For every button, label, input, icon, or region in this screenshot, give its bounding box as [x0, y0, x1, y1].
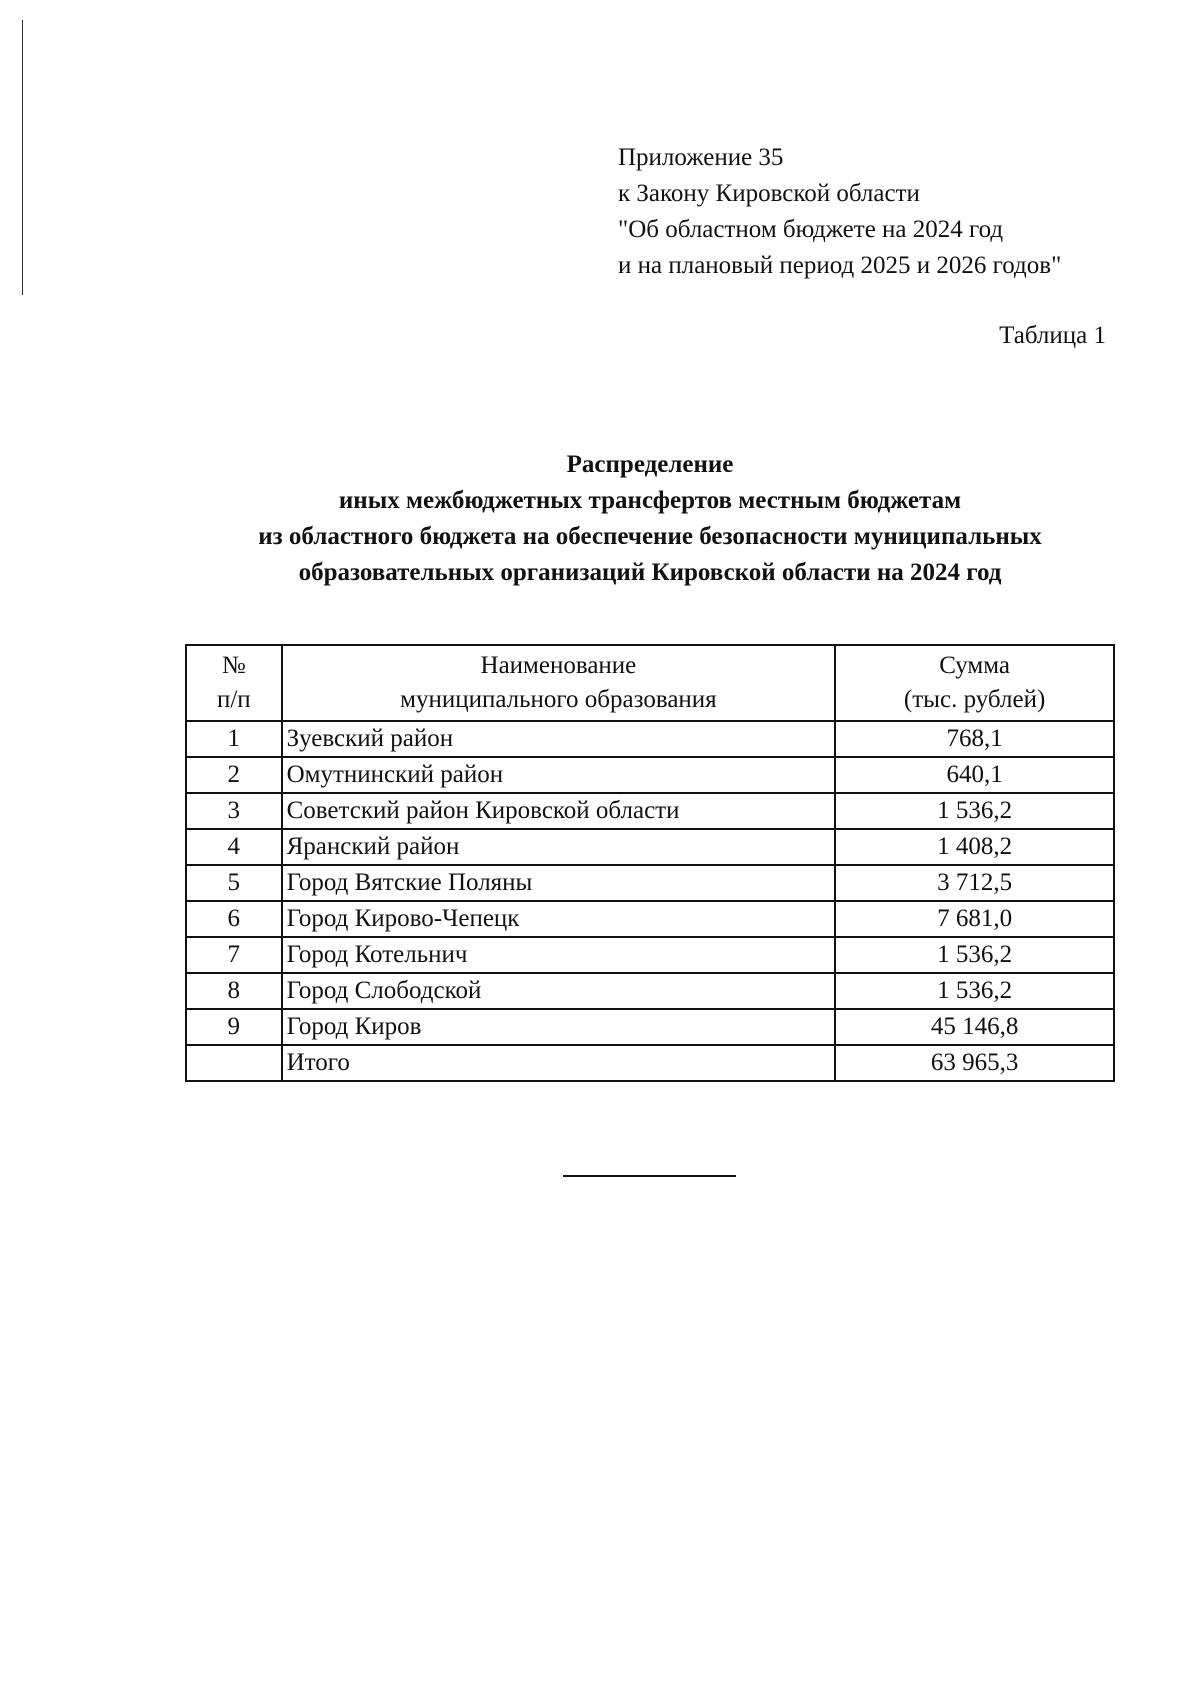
header-number-line: №: [221, 652, 246, 679]
table-row: [186, 1009, 1114, 1045]
title-line: образовательных организаций Кировской области на 2024 год: [298, 559, 1002, 586]
title-line: иных межбюджетных трансфертов местным бюджетам: [338, 487, 962, 514]
row-name: Город Киров: [282, 1009, 836, 1045]
row-sum: 1 536,2: [835, 973, 1114, 1009]
budget-table: [185, 644, 1115, 1082]
row-name: Советский район Кировской области: [282, 793, 836, 829]
document-title: [150, 447, 1150, 591]
header-name: [282, 645, 836, 721]
row-sum: 3 712,5: [835, 865, 1114, 901]
header-sum-line: (тыс. рублей): [903, 686, 1046, 713]
row-number: 1: [186, 721, 282, 757]
appendix-line: Приложение 35: [618, 144, 784, 171]
row-number: 4: [186, 829, 282, 865]
table-row: [186, 937, 1114, 973]
appendix-header: [618, 140, 1061, 284]
row-number: 5: [186, 865, 282, 901]
margin-line: [22, 20, 23, 295]
row-sum: 1 408,2: [835, 829, 1114, 865]
row-number: 8: [186, 973, 282, 1009]
end-rule-divider: [563, 1175, 736, 1177]
row-sum: 7 681,0: [835, 901, 1114, 937]
header-name-line: муниципального образования: [400, 686, 717, 713]
total-sum: 63 965,3: [835, 1045, 1114, 1081]
table-row: [186, 973, 1114, 1009]
row-number: 6: [186, 901, 282, 937]
table-row: [186, 721, 1114, 757]
table-row: [186, 865, 1114, 901]
row-sum: 1 536,2: [835, 937, 1114, 973]
total-label: Итого: [282, 1045, 836, 1081]
table-row: [186, 793, 1114, 829]
table-row: [186, 901, 1114, 937]
title-line: Распределение: [566, 451, 734, 478]
row-sum: 45 146,8: [835, 1009, 1114, 1045]
row-name: Яранский район: [282, 829, 836, 865]
table-row: [186, 757, 1114, 793]
row-number: 9: [186, 1009, 282, 1045]
header-number: [186, 645, 282, 721]
row-number: 7: [186, 937, 282, 973]
header-sum: [835, 645, 1114, 721]
table-row: [186, 829, 1114, 865]
header-name-line: Наименование: [480, 652, 637, 679]
table-number: Таблица 1: [999, 322, 1106, 349]
header-number-line: п/п: [216, 686, 251, 713]
row-name: Омутнинский район: [282, 757, 836, 793]
total-number-empty: [186, 1045, 282, 1081]
appendix-line: и на плановый период 2025 и 2026 годов": [618, 252, 1062, 279]
appendix-line: "Об областном бюджете на 2024 год: [618, 216, 1004, 243]
row-number: 2: [186, 757, 282, 793]
row-sum: 1 536,2: [835, 793, 1114, 829]
table-header-row: [186, 645, 1114, 721]
row-name: Город Котельнич: [282, 937, 836, 973]
table-total-row: [186, 1045, 1114, 1081]
row-name: Зуевский район: [282, 721, 836, 757]
row-name: Город Вятские Поляны: [282, 865, 836, 901]
row-sum: 768,1: [835, 721, 1114, 757]
row-number: 3: [186, 793, 282, 829]
row-name: Город Слободской: [282, 973, 836, 1009]
row-sum: 640,1: [835, 757, 1114, 793]
appendix-line: к Закону Кировской области: [618, 180, 920, 207]
row-name: Город Кирово-Чепецк: [282, 901, 836, 937]
header-sum-line: Сумма: [939, 652, 1010, 679]
title-line: из областного бюджета на обеспечение безопасности муниципальных: [258, 523, 1042, 550]
